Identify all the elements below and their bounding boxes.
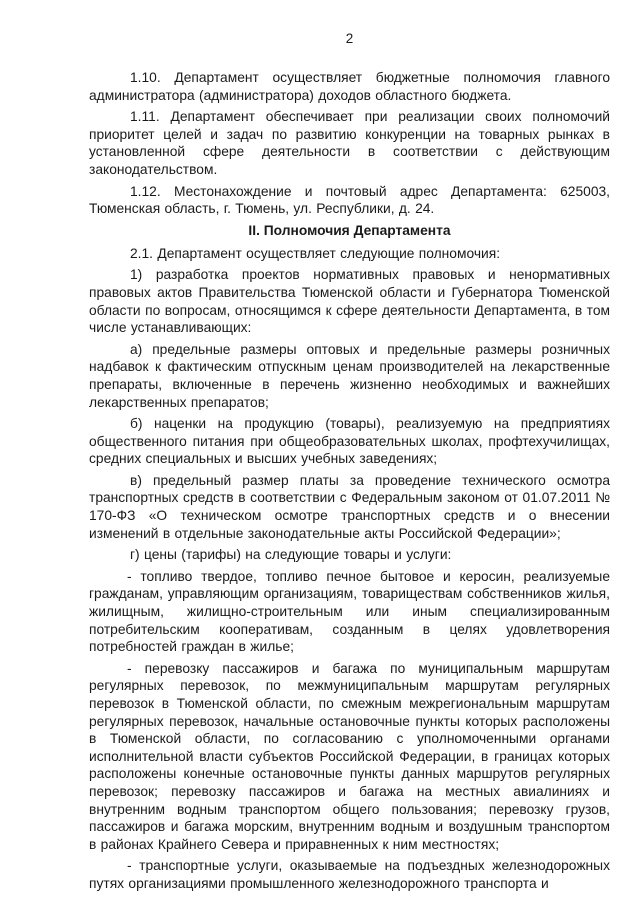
paragraph-item-1: 1) разработка проектов нормативных правовых и ненормативных правовых актов Правительства Тюменской области и Губернатора Тюменской области по вопросам, относящимся к сфере деятельности Департамента, в том числе устанавливающих:	[89, 267, 610, 336]
paragraph-2-1: 2.1. Департамент осуществляет следующие полномочия:	[130, 245, 501, 261]
paragraph-subitem-v: в) предельный размер платы за проведение технического осмотра транспортных средств в соответствии с Федеральным законом от 01.07.2011 № 170-ФЗ «О техническом осмотре транспортных средств и о внесении изменений в отдельные законодательные акты Российской Федерации»;	[89, 472, 610, 541]
paragraph-subitem-g: г) цены (тарифы) на следующие товары и услуги:	[130, 547, 452, 563]
section-title: II. Полномочия Департамента	[248, 222, 451, 238]
document-page	[89, 30, 610, 897]
paragraph-1-10: 1.10. Департамент осуществляет бюджетные полномочия главного администратора (администратора) доходов областного бюджета.	[89, 70, 610, 103]
paragraph-1-11: 1.11. Департамент обеспечивает при реализации своих полномочий приоритет целей и задач по развитию конкуренции на товарных рынках в установленной сфере деятельности в соответствии с действующим законодательством.	[89, 109, 610, 177]
dash-item-railway-services: - транспортные услуги, оказываемые на подъездных железнодорожных путях организациями промышленного железнодорожного транспорта и	[89, 858, 610, 891]
page-number: 2	[345, 31, 354, 46]
paragraph-subitem-a: а) предельные размеры оптовых и предельные размеры розничных надбавок к фактическим отпускным ценам производителей на лекарственные препараты, включенные в перечень жизненно необходимых и важнейших лекарственных препаратов;	[89, 341, 610, 410]
dash-item-fuel: - топливо твердое, топливо печное бытовое и керосин, реализуемые гражданам, управляющим организациям, товариществам собственников жилья, жилищным, жилищно-строительным или иным специализированным потребительским кооперативам, созданным в целях удовлетворения потребностей граждан в жилье;	[89, 568, 610, 655]
dash-item-passenger-transport: - перевозку пассажиров и багажа по муниципальным маршрутам регулярных перевозок, по межмуниципальным маршрутам регулярных перевозок в Тюменской области, по смежным межрегиональным маршрутам регулярных перевозок, начальные остановочные пункты которых расположены в Тюменской области, по согласованию с уполномоченными органами исполнительной власти субъектов Российской Федерации, в границах которых расположены конечные остановочные пункты данных маршрутов регулярных перевозок; перевозку пассажиров и багажа на местных авиалиниях и внутренним водным транспортом общего пользования; перевозку грузов, пассажиров и багажа морским, внутренним водным и воздушным транспортом в районах Крайнего Севера и приравненных к ним местностях;	[89, 660, 610, 852]
paragraph-subitem-b: б) наценки на продукцию (товары), реализуемую на предприятиях общественного питания при общеобразовательных школах, профтехучилищах, средних специальных и высших учебных заведениях;	[89, 416, 610, 467]
paragraph-1-12: 1.12. Местонахождение и почтовый адрес Департамента: 625003, Тюменская область, г. Тюмень, ул. Республики, д. 24.	[89, 183, 610, 217]
